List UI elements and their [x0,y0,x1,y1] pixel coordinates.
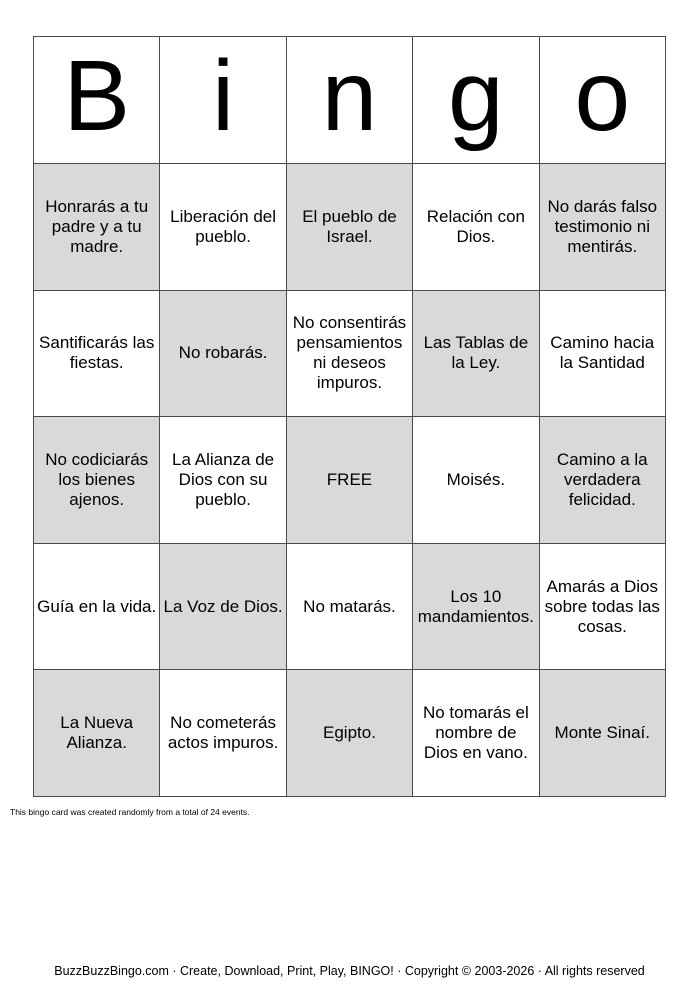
free-space-cell[interactable]: FREE [286,417,412,544]
bingo-cell[interactable]: Amarás a Dios sobre todas las cosas. [539,543,665,670]
bingo-cell[interactable]: Guía en la vida. [34,543,160,670]
bingo-cell[interactable]: No tomarás el nombre de Dios en vano. [413,670,539,797]
bingo-cell[interactable]: La Nueva Alianza. [34,670,160,797]
bingo-cell[interactable]: Camino hacia la Santidad [539,290,665,417]
bingo-cell[interactable]: No darás falso testimonio ni mentirás. [539,164,665,291]
bingo-cell[interactable]: No codiciarás los bienes ajenos. [34,417,160,544]
bingo-cell[interactable]: La Voz de Dios. [160,543,286,670]
bingo-row-4 [34,543,666,670]
bingo-cell[interactable]: Las Tablas de la Ley. [413,290,539,417]
header-letter: g [448,40,504,152]
bingo-cell[interactable]: Camino a la verdadera felicidad. [539,417,665,544]
bingo-cell[interactable]: Honrarás a tu padre y a tu madre. [34,164,160,291]
site-footer: BuzzBuzzBingo.com · Create, Download, Print, Play, BINGO! · Copyright © 2003-2026 · All rights reserved [54,964,645,978]
header-letter: i [211,40,235,152]
bingo-cell[interactable]: Relación con Dios. [413,164,539,291]
bingo-row-5 [34,670,666,797]
header-letter: n [321,40,378,152]
bingo-row-3 [34,417,666,544]
bingo-cell[interactable]: No robarás. [160,290,286,417]
bingo-cell[interactable]: El pueblo de Israel. [286,164,412,291]
bingo-row-2 [34,290,666,417]
header-cell-b [34,37,160,164]
bingo-cell[interactable]: Moisés. [413,417,539,544]
bingo-header-row [34,37,666,164]
bingo-cell[interactable]: Monte Sinaí. [539,670,665,797]
header-cell-i [160,37,286,164]
bingo-cell[interactable]: Los 10 mandamientos. [413,543,539,670]
header-cell-n [286,37,412,164]
header-cell-o [539,37,665,164]
generation-note: This bingo card was created randomly from a total of 24 events. [10,807,250,817]
bingo-cell[interactable]: No cometerás actos impuros. [160,670,286,797]
bingo-cell[interactable]: No matarás. [286,543,412,670]
bingo-cell[interactable]: Egipto. [286,670,412,797]
bingo-row-1 [34,164,666,291]
bingo-card [33,36,666,797]
bingo-cell[interactable]: La Alianza de Dios con su pueblo. [160,417,286,544]
bingo-cell[interactable]: No consentirás pensamientos ni deseos impuros. [286,290,412,417]
bingo-cell[interactable]: Liberación del pueblo. [160,164,286,291]
header-cell-g [413,37,539,164]
bingo-cell[interactable]: Santificarás las fiestas. [34,290,160,417]
header-letter: o [574,40,631,152]
header-letter: B [63,40,131,152]
